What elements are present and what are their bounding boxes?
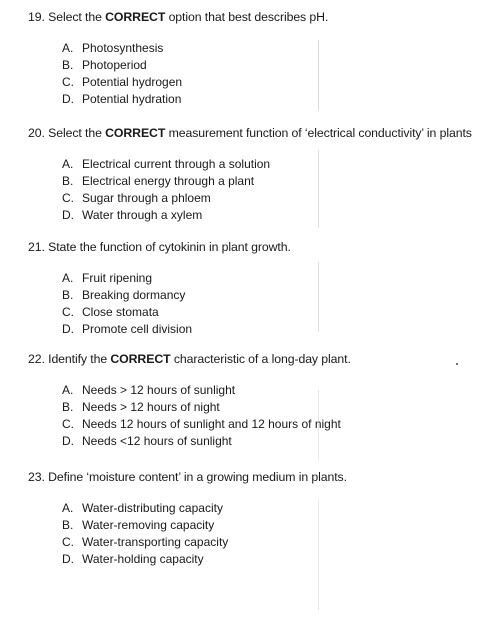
option-b[interactable] [62,58,182,75]
option-text: Potential hydrogen [82,75,183,89]
option-letter: C. [62,535,74,549]
option-a[interactable] [62,157,270,174]
option-d[interactable] [62,322,192,339]
stem-text: Identify the [48,352,111,366]
options-list [62,41,182,109]
option-letter: B. [62,288,74,302]
options-list [62,157,270,225]
stem-text: State the function of cytokinin in plant growth. [48,240,291,254]
option-letter: D. [62,92,74,106]
stem-text: measurement function of ‘electrical conductivity’ in plants [165,126,472,140]
option-text: Fruit ripening [82,271,153,285]
stem-text: Select the [48,126,106,140]
option-text: Electrical energy through a plant [82,174,255,188]
option-text: Breaking dormancy [82,288,186,302]
options-list [62,271,192,339]
scan-margin-line [318,262,319,332]
option-text: Water-removing capacity [82,518,215,532]
stem-text: option that best describes pH. [165,10,329,24]
question-number: 19. [28,10,45,24]
option-text: Water through a xylem [82,208,203,222]
question-stem [28,352,351,367]
option-letter: C. [62,305,74,319]
option-text: Needs > 12 hours of night [82,400,220,414]
option-letter: A. [62,501,74,515]
question-number: 21. [28,240,45,254]
option-text: Photoperiod [82,58,147,72]
options-list [62,501,228,569]
options-list [62,383,341,451]
option-letter: A. [62,41,74,55]
question-number: 20. [28,126,45,140]
question-stem [28,126,472,141]
option-d[interactable] [62,552,228,569]
option-text: Photosynthesis [82,41,164,55]
option-letter: D. [62,208,74,222]
option-letter: C. [62,191,74,205]
option-text: Sugar through a phloem [82,191,211,205]
scan-margin-line [318,500,319,610]
option-text: Needs > 12 hours of sunlight [82,383,236,397]
stem-text: Select the [48,10,106,24]
option-letter: C. [62,417,74,431]
option-d[interactable] [62,208,270,225]
option-d[interactable] [62,434,341,451]
option-letter: D. [62,552,74,566]
option-text: Close stomata [82,305,159,319]
option-c[interactable] [62,535,228,552]
stem-emphasis: CORRECT [105,126,166,140]
option-c[interactable] [62,75,182,92]
option-letter: C. [62,75,74,89]
option-letter: B. [62,518,74,532]
option-text: Water-transporting capacity [82,535,229,549]
option-text: Needs 12 hours of sunlight and 12 hours of night [82,417,341,431]
question-stem [28,10,328,25]
stem-text: Define ‘moisture content’ in a growing medium in plants. [48,470,347,484]
option-text: Water-distributing capacity [82,501,223,515]
scan-margin-line [318,390,319,460]
option-b[interactable] [62,288,192,305]
option-b[interactable] [62,518,228,535]
question-number: 22. [28,352,45,366]
option-c[interactable] [62,191,270,208]
option-text: Water-holding capacity [82,552,204,566]
option-text: Potential hydration [82,92,182,106]
stem-emphasis: CORRECT [110,352,171,366]
option-letter: D. [62,434,74,448]
stem-text: characteristic of a long-day plant. [170,352,351,366]
option-a[interactable] [62,41,182,58]
scan-margin-line [318,150,319,228]
option-letter: A. [62,157,74,171]
stem-emphasis: CORRECT [105,10,166,24]
question-number: 23. [28,470,45,484]
option-a[interactable] [62,271,192,288]
option-letter: A. [62,271,74,285]
option-d[interactable] [62,92,182,109]
option-a[interactable] [62,501,228,518]
option-text: Electrical current through a solution [82,157,271,171]
option-text: Needs <12 hours of sunlight [82,434,232,448]
option-c[interactable] [62,417,341,434]
option-letter: D. [62,322,74,336]
option-letter: A. [62,383,74,397]
option-text: Promote cell division [82,322,193,336]
option-letter: B. [62,174,74,188]
scan-speck [456,363,458,365]
question-stem [28,240,291,255]
option-b[interactable] [62,400,341,417]
option-letter: B. [62,58,74,72]
scan-margin-line [318,40,319,110]
option-b[interactable] [62,174,270,191]
option-a[interactable] [62,383,341,400]
option-c[interactable] [62,305,192,322]
question-stem [28,470,347,485]
option-letter: B. [62,400,74,414]
